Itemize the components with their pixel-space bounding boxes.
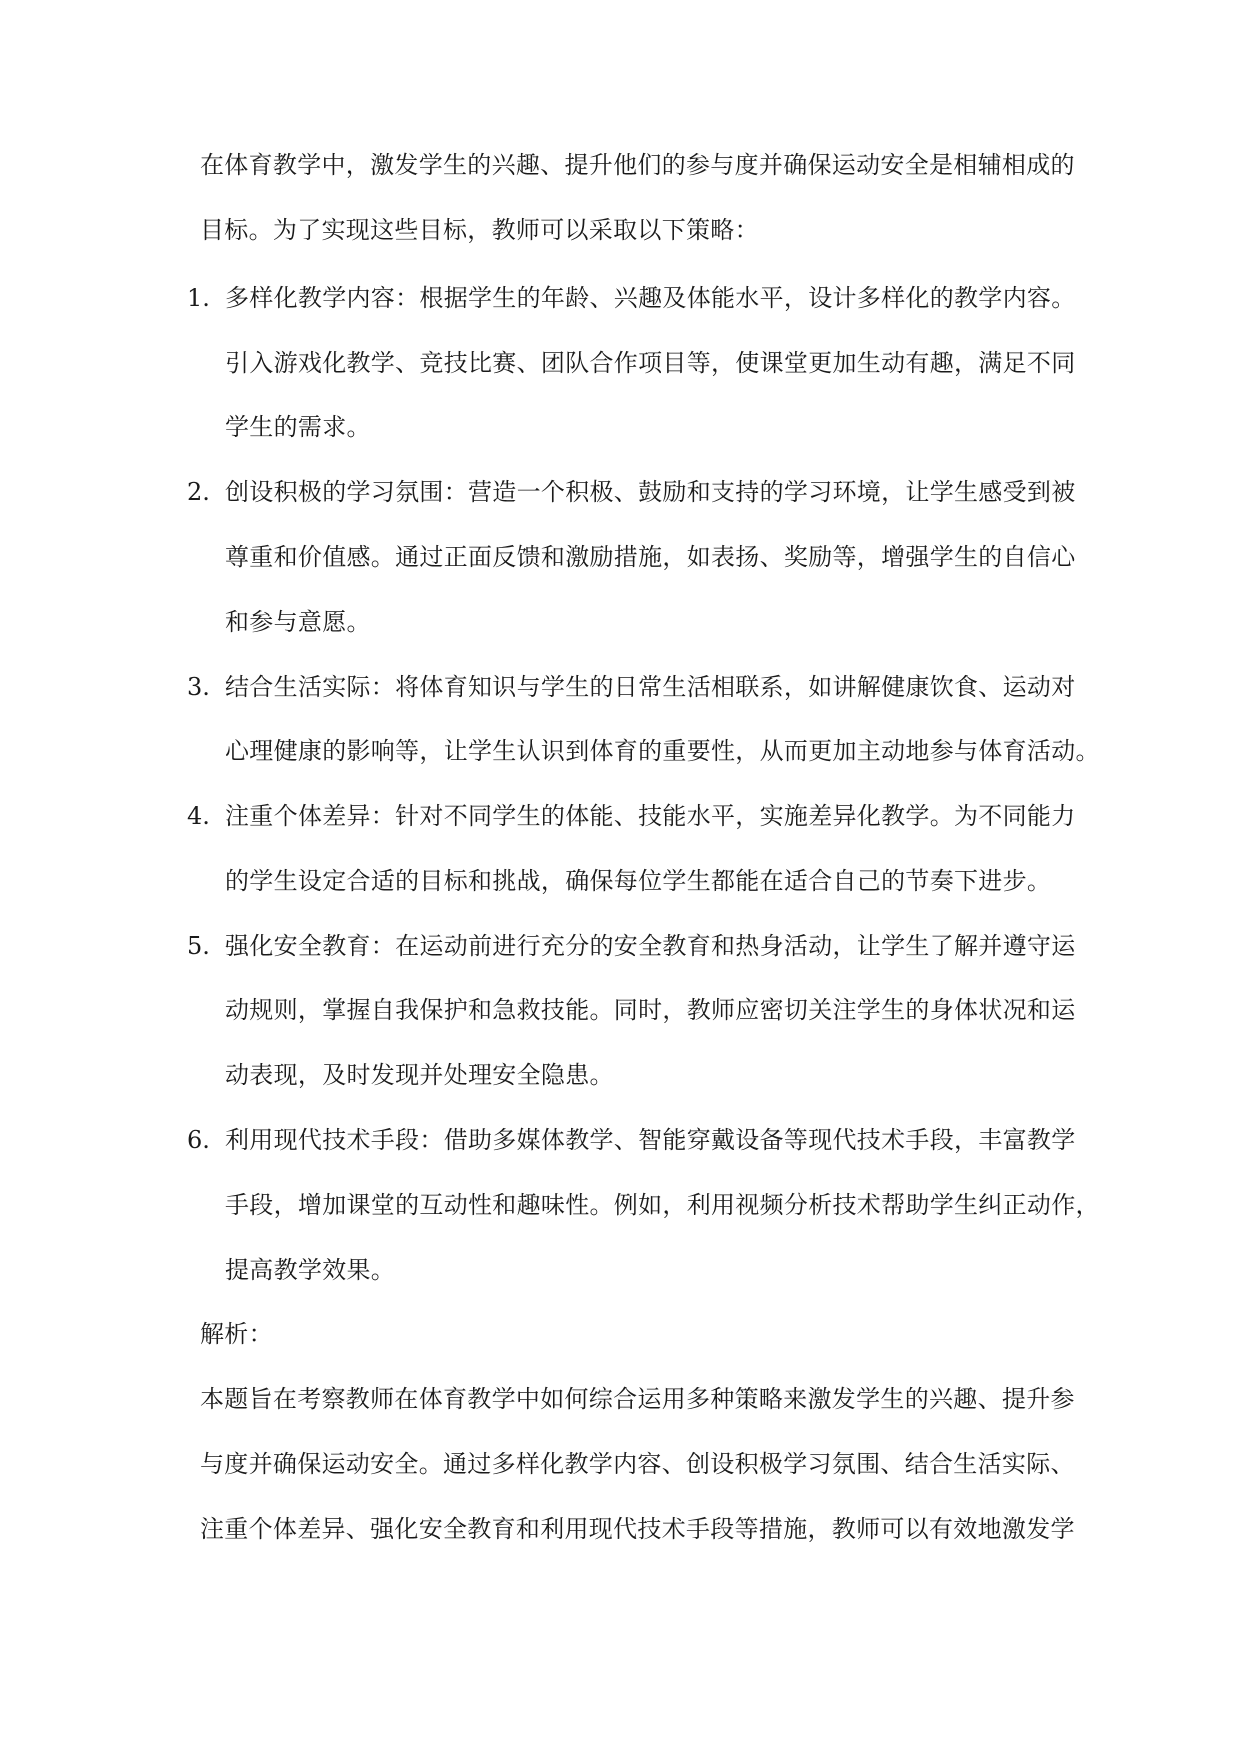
list-item-line: 结合生活实际：将体育知识与学生的日常生活相联系，如讲解健康饮食、运动对 (225, 673, 1076, 701)
intro-line: 在体育教学中，激发学生的兴趣、提升他们的参与度并确保运动安全是相辅相成的 (200, 151, 1075, 179)
list-item-number: 6. (187, 1126, 210, 1154)
list-item-line: 的学生设定合适的目标和挑战，确保每位学生都能在适合自己的节奏下进步。 (225, 867, 1052, 895)
list-item-number: 2. (187, 478, 210, 506)
list-item-line: 强化安全教育：在运动前进行充分的安全教育和热身活动，让学生了解并遵守运 (225, 932, 1076, 960)
list-item-line: 引入游戏化教学、竞技比赛、团队合作项目等，使课堂更加生动有趣，满足不同 (225, 349, 1076, 377)
list-item-line: 尊重和价值感。通过正面反馈和激励措施，如表扬、奖励等，增强学生的自信心 (225, 543, 1076, 571)
list-item-number: 5. (187, 932, 210, 960)
list-item-line: 提高教学效果。 (225, 1256, 396, 1284)
analysis-line: 与度并确保运动安全。通过多样化教学内容、创设积极学习氛围、结合生活实际、 (200, 1450, 1075, 1478)
list-item-line: 动表现，及时发现并处理安全隐患。 (225, 1061, 614, 1089)
list-item-line: 手段，增加课堂的互动性和趣味性。例如，利用视频分析技术帮助学生纠正动作， (225, 1191, 1100, 1219)
list-item-line: 注重个体差异：针对不同学生的体能、技能水平，实施差异化教学。为不同能力 (225, 802, 1076, 830)
list-item-number: 4. (187, 802, 210, 830)
list-item-line: 和参与意愿。 (225, 608, 371, 636)
list-item-line: 利用现代技术手段：借助多媒体教学、智能穿戴设备等现代技术手段，丰富教学 (225, 1126, 1076, 1154)
list-item-line: 动规则，掌握自我保护和急救技能。同时，教师应密切关注学生的身体状况和运 (225, 996, 1076, 1024)
list-item-line: 学生的需求。 (225, 413, 371, 441)
list-item-line: 多样化教学内容：根据学生的年龄、兴趣及体能水平，设计多样化的教学内容。 (225, 284, 1076, 312)
analysis-line: 本题旨在考察教师在体育教学中如何综合运用多种策略来激发学生的兴趣、提升参 (200, 1385, 1075, 1413)
list-item-number: 1. (187, 284, 210, 312)
analysis-line: 注重个体差异、强化安全教育和利用现代技术手段等措施，教师可以有效地激发学 (200, 1515, 1075, 1543)
list-item-number: 3. (187, 673, 210, 701)
analysis-heading: 解析： (200, 1320, 273, 1348)
list-item-line: 心理健康的影响等，让学生认识到体育的重要性，从而更加主动地参与体育活动。 (225, 737, 1100, 765)
intro-line: 目标。为了实现这些目标，教师可以采取以下策略： (200, 216, 759, 244)
list-item-line: 创设积极的学习氛围：营造一个积极、鼓励和支持的学习环境，让学生感受到被 (225, 478, 1076, 506)
